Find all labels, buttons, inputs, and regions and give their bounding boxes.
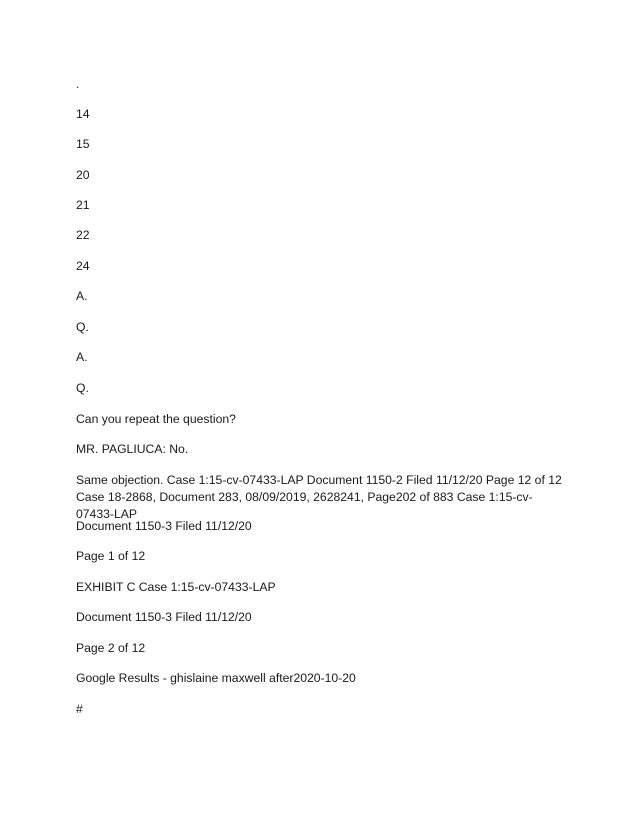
text-line: Page 2 of 12 — [76, 641, 146, 655]
text-line: 21 — [76, 198, 90, 212]
text-line: Q. — [76, 320, 89, 334]
text-line: Page 1 of 12 — [76, 549, 146, 563]
text-line: A. — [76, 289, 88, 303]
text-line: 24 — [76, 259, 90, 273]
text-line: Document 1150-3 Filed 11/12/20 — [76, 610, 252, 624]
text-line: Google Results - ghislaine maxwell after2020-10-20 — [76, 671, 356, 685]
text-paragraph: Same objection. Case 1:15-cv-07433-LAP Document 1150-2 Filed 11/12/20 Page 12 of 12 Case 18-2868, Document 283, 08/09/2019, 2628241, Page202 of 883 Case 1:15-cv-07433-LAP — [76, 473, 562, 521]
text-line: Q. — [76, 381, 89, 395]
text-line: . — [76, 77, 80, 91]
text-line: 20 — [76, 168, 90, 182]
text-line: 14 — [76, 107, 90, 121]
text-line: EXHIBIT C Case 1:15-cv-07433-LAP — [76, 580, 276, 594]
text-line: 15 — [76, 137, 90, 151]
text-line: A. — [76, 350, 88, 364]
text-line: 22 — [76, 228, 90, 242]
text-line: # — [76, 702, 83, 716]
text-line: Document 1150-3 Filed 11/12/20 — [76, 519, 252, 533]
text-line: MR. PAGLIUCA: No. — [76, 442, 189, 456]
text-line: Can you repeat the question? — [76, 412, 236, 426]
